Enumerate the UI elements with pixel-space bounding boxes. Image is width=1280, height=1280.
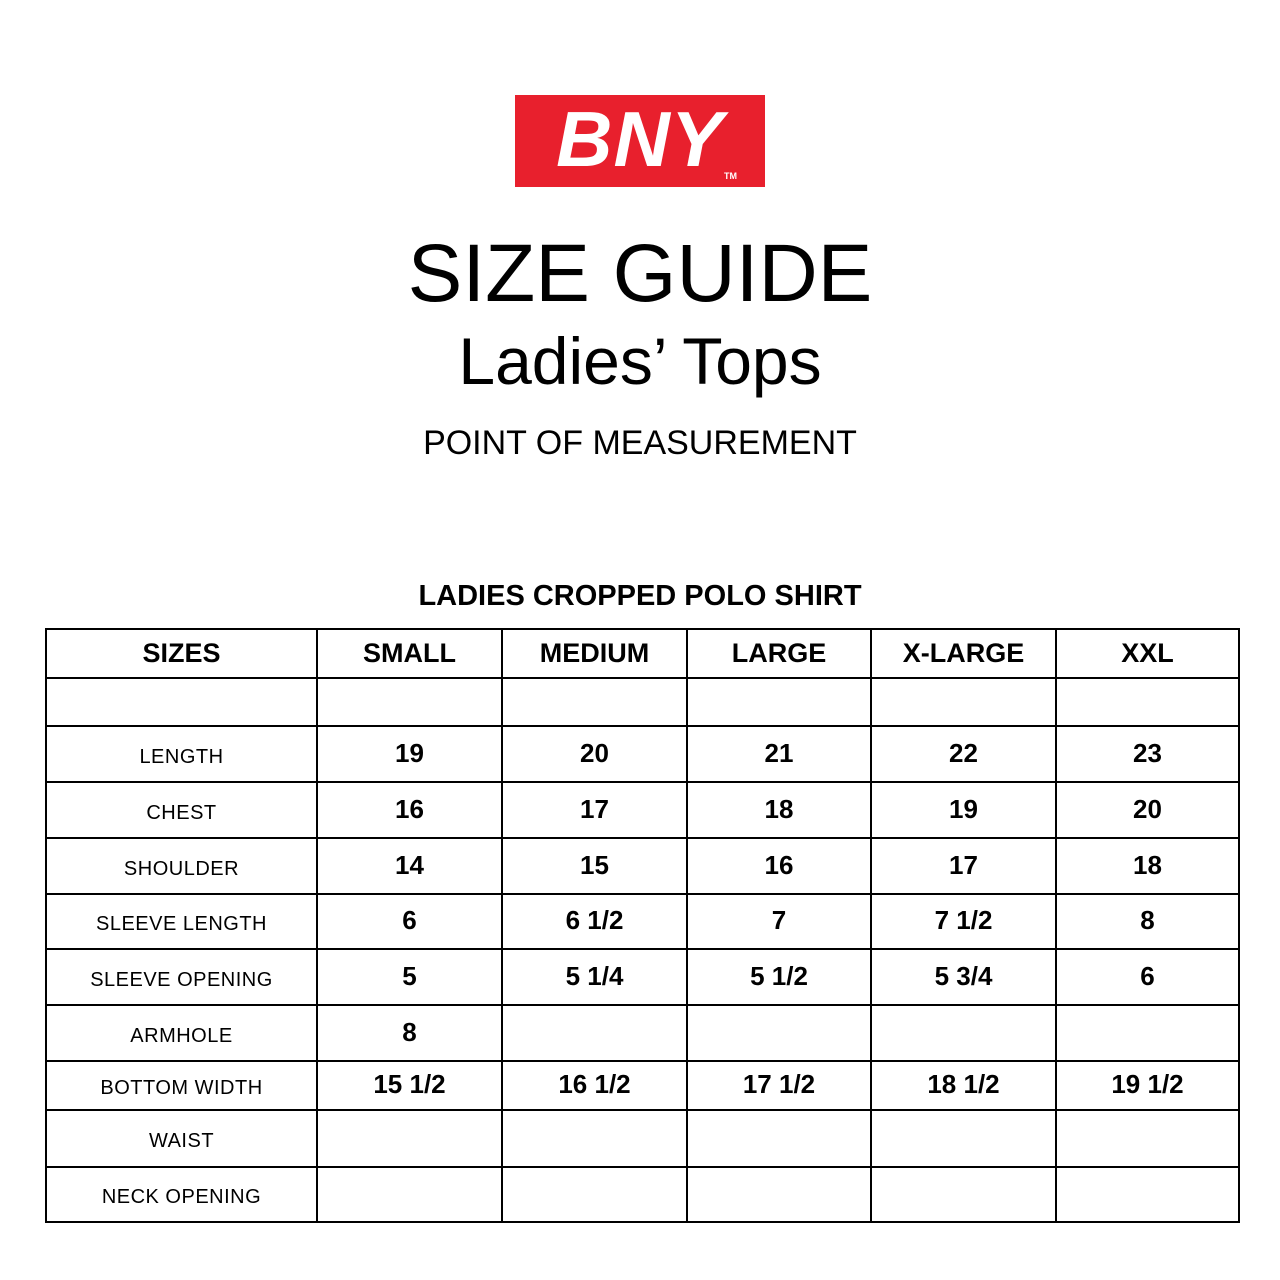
table-row [46,1061,1239,1110]
table-cell: 16 1/2 [502,1061,687,1110]
header-sizes: SIZES [46,629,317,678]
brand-name: BNY [556,95,724,183]
table-cell: 19 1/2 [1056,1061,1239,1110]
page-subtitle: Ladies’ Tops [458,324,822,398]
table-row [46,1110,1239,1167]
table-cell: 15 1/2 [317,1061,502,1110]
section-heading: POINT OF MEASUREMENT [423,424,857,462]
table-cell [871,1110,1056,1167]
table-cell: 17 1/2 [687,1061,871,1110]
table-cell: 6 [1056,949,1239,1005]
table-cell: 14 [317,838,502,894]
table-cell: 8 [1056,894,1239,949]
table-row [46,1167,1239,1222]
table-cell: 19 [317,726,502,782]
size-table [45,628,1240,1223]
header-small: SMALL [317,629,502,678]
row-label: NECK OPENING [46,1167,317,1222]
table-cell: 7 [687,894,871,949]
table-cell: 18 [1056,838,1239,894]
table-cell: 20 [502,726,687,782]
header-x-large: X-LARGE [871,629,1056,678]
table-cell: 5 3/4 [871,949,1056,1005]
table-cell: 18 [687,782,871,838]
table-cell [871,1005,1056,1061]
table-row [46,678,1239,726]
table-cell [502,1110,687,1167]
table-cell: 18 1/2 [871,1061,1056,1110]
table-row [46,1005,1239,1061]
page-title: SIZE GUIDE [407,228,873,319]
table-cell: 16 [687,838,871,894]
table-cell [687,1005,871,1061]
row-label: BOTTOM WIDTH [46,1061,317,1110]
table-cell [871,1167,1056,1222]
table-cell [502,678,687,726]
table-cell [687,1110,871,1167]
table-cell: 5 1/2 [687,949,871,1005]
table-row [46,838,1239,894]
table-cell: 6 1/2 [502,894,687,949]
table-cell [502,1167,687,1222]
table-header-row [46,629,1239,678]
table-cell [1056,1005,1239,1061]
table-cell: 19 [871,782,1056,838]
table-cell [687,678,871,726]
header-large: LARGE [687,629,871,678]
row-label: SLEEVE LENGTH [46,894,317,949]
row-label: LENGTH [46,726,317,782]
table-cell: 17 [871,838,1056,894]
table-cell: 15 [502,838,687,894]
table-cell [317,678,502,726]
table-cell [687,1167,871,1222]
table-cell: 6 [317,894,502,949]
header-medium: MEDIUM [502,629,687,678]
row-label: ARMHOLE [46,1005,317,1061]
table-row [46,726,1239,782]
product-name: LADIES CROPPED POLO SHIRT [418,580,862,612]
row-label: SLEEVE OPENING [46,949,317,1005]
table-cell: 22 [871,726,1056,782]
table-row [46,782,1239,838]
table-cell: 5 1/4 [502,949,687,1005]
table-cell: 7 1/2 [871,894,1056,949]
table-cell: 23 [1056,726,1239,782]
table-row [46,894,1239,949]
table-cell [317,1110,502,1167]
table-cell [1056,1167,1239,1222]
brand-logo [515,95,765,187]
row-label: SHOULDER [46,838,317,894]
row-label: CHEST [46,782,317,838]
table-cell [502,1005,687,1061]
table-cell [1056,1110,1239,1167]
table-cell: 5 [317,949,502,1005]
trademark-mark: TM [724,171,737,181]
row-label [46,678,317,726]
row-label: WAIST [46,1110,317,1167]
table-cell [1056,678,1239,726]
table-row [46,949,1239,1005]
table-cell: 17 [502,782,687,838]
table-cell: 16 [317,782,502,838]
table-cell: 21 [687,726,871,782]
table-cell: 20 [1056,782,1239,838]
table-cell [871,678,1056,726]
header-xxl: XXL [1056,629,1239,678]
table-cell: 8 [317,1005,502,1061]
table-cell [317,1167,502,1222]
